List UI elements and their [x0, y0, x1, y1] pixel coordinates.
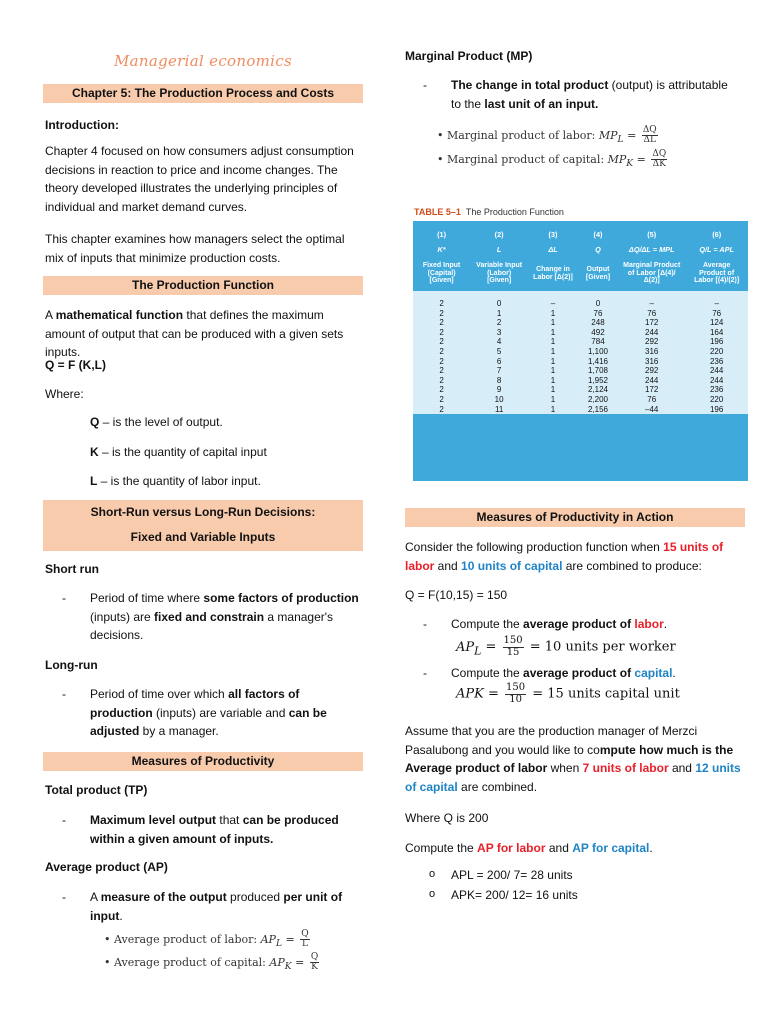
table-row	[413, 309, 748, 319]
table-row	[413, 405, 748, 415]
table-cell: 1	[550, 404, 556, 414]
table-cell: 76	[647, 308, 657, 318]
table-cell: 76	[647, 395, 657, 405]
table-cell: 2	[439, 375, 444, 385]
table-row	[413, 395, 748, 405]
table-caption: TABLE 5–1 The Production Function	[414, 207, 564, 217]
mp-capital-formula: • Marginal product of capital: $MP_K$ = $\frac{\Delta Q}{\Delta K}$	[437, 149, 667, 170]
consider-paragraph: Consider the following production function when 15 units of labor and 10 units of capital are combined to produce:	[405, 540, 724, 573]
productivity-action-band: Measures of Productivity in Action	[405, 508, 745, 527]
table-cell: 784	[591, 337, 605, 347]
table-row	[413, 357, 748, 367]
production-function-paragraph: A mathematical function that defines the maximum amount of output that can be produced with a given sets inputs.	[45, 308, 344, 360]
table-cell: 236	[709, 385, 724, 395]
table-header-cell: Change in Labor [Δ(2)]	[533, 265, 573, 281]
where-q-text: Where Q is 200	[405, 811, 489, 825]
short-run-heading: Short run	[45, 562, 99, 576]
table-cell: 2,200	[587, 395, 608, 405]
table-cell: 220	[709, 395, 724, 405]
table-cell: 76	[712, 308, 722, 318]
chapter-heading-band: Chapter 5: The Production Process and Costs	[43, 84, 363, 103]
table-cell: 196	[709, 337, 724, 347]
answer-apl: o APL = 200/ 7= 28 units	[451, 866, 573, 885]
table-cell: –	[649, 299, 654, 309]
table-cell: 1	[550, 385, 556, 395]
table-cell: 1	[550, 327, 556, 337]
table-cell: 2	[439, 404, 444, 414]
table-header-cell: Variable Input (Labor) [Given]	[476, 262, 523, 285]
table-cell: 0	[595, 299, 601, 309]
table-row	[413, 347, 748, 357]
table-cell: 236	[709, 356, 724, 366]
table-header-cell: Q	[595, 245, 601, 255]
table-cell: 1	[550, 356, 556, 366]
short-long-run-band: Short-Run versus Long-Run Decisions: Fixed and Variable Inputs	[43, 500, 363, 551]
scenario-paragraph: Assume that you are the production manager of Merzci Pasalubong and you would like to compute how much is the Average product of labor when 7 units of labor and 12 units of capital are combined.	[405, 724, 741, 794]
apk-calculation: APK = $\frac{150}{10}$ = 15 units capital unit	[456, 682, 680, 705]
intro-heading: Introduction:	[45, 118, 119, 132]
table-cell: 5	[496, 347, 502, 357]
table-row	[413, 318, 748, 328]
table-header-cell: (6)	[712, 230, 722, 239]
table-cell: 2	[439, 356, 444, 366]
intro-paragraph-2: This chapter examines how managers select the optimal mix of inputs that minimize production costs.	[45, 232, 345, 265]
ap-capital-formula: • Average product of capital: $AP_K$ = $\frac{Q}{K}$	[104, 952, 319, 973]
table-cell: 244	[645, 327, 659, 337]
average-product-heading: Average product (AP)	[45, 860, 168, 874]
table-cell: 244	[709, 366, 724, 376]
table-cell: 2	[439, 395, 444, 405]
table-header-cell: ΔQ/ΔL = MPL	[628, 245, 675, 255]
table-cell: 2	[439, 385, 444, 395]
table-cell: –44	[645, 404, 659, 414]
table-cell: 1	[550, 375, 556, 385]
table-row	[413, 291, 748, 309]
table-cell: –	[550, 299, 556, 309]
table-cell: 2	[439, 337, 444, 347]
production-function-band: The Production Function	[43, 276, 363, 295]
table-cell: 3	[496, 327, 502, 337]
table-cell: 1,708	[587, 366, 608, 376]
answer-apk: o APK= 200/ 12= 16 units	[451, 886, 578, 905]
table-header-cell: Q/L = APL	[699, 245, 734, 255]
table-header-cell: L	[496, 245, 502, 255]
table-row	[413, 366, 748, 376]
table-cell: 2	[439, 366, 444, 376]
definition-q: Q – is the level of output.	[90, 415, 223, 429]
table-cell: 316	[645, 356, 659, 366]
table-cell: 1	[550, 318, 556, 328]
table-cell: 4	[496, 337, 502, 347]
table-header-cell: Average Product of Labor [(4)/(2)]	[694, 262, 740, 285]
table-cell: 172	[645, 318, 659, 328]
table-cell: 2,124	[587, 385, 608, 395]
table-cell: 292	[645, 366, 659, 376]
table-cell: 248	[591, 318, 605, 328]
intro-paragraph-1: Chapter 4 focused on how consumers adjust consumption decisions in reaction to price and income changes. The theory developed illustrates the underlying principles of individual and market demand curves.	[45, 144, 354, 214]
marginal-product-definition: - The change in total product (output) is attributable to the last unit of an input.	[451, 76, 741, 113]
table-header-cell: (1)	[437, 230, 447, 239]
table-row	[413, 337, 748, 347]
table-cell: 1	[496, 308, 502, 318]
measures-productivity-band: Measures of Productivity	[43, 752, 363, 771]
table-cell: 7	[496, 366, 502, 376]
table-cell: 1	[550, 347, 556, 357]
table-cell: 11	[494, 404, 504, 414]
where-label: Where:	[45, 387, 84, 401]
table-cell: 1	[550, 308, 556, 318]
compute-apl-instruction: - Compute the average product of labor.	[451, 615, 667, 634]
table-header-cell: (5)	[647, 230, 657, 239]
production-equation: Q = F (K,L)	[45, 358, 106, 372]
table-cell: 1,416	[587, 356, 608, 366]
table-header-cell: K*	[437, 245, 446, 255]
table-cell: 172	[645, 385, 659, 395]
table-cell: 292	[645, 337, 659, 347]
table-cell: 2,156	[587, 404, 608, 414]
table-header-cell: Marginal Product of Labor [Δ(4)/Δ(2)]	[623, 262, 681, 285]
table-cell: 76	[593, 308, 603, 318]
table-cell: 1,100	[587, 347, 608, 357]
table-cell: 9	[496, 385, 502, 395]
table-cell: 2	[439, 308, 444, 318]
long-run-heading: Long-run	[45, 658, 98, 672]
table-cell: 196	[709, 404, 724, 414]
apl-calculation: $AP_L$ = $\frac{150}{15}$ = 10 units per worker	[456, 635, 676, 658]
compute-ap-instruction: Compute the AP for labor and AP for capital.	[405, 841, 653, 855]
document-title: Managerial economics	[114, 52, 292, 70]
table-header-cell: ΔL	[548, 245, 558, 255]
short-run-definition: - Period of time where some factors of production (inputs) are fixed and constrain a manager's decisions.	[90, 589, 360, 645]
total-product-heading: Total product (TP)	[45, 783, 148, 797]
table-cell: 1	[550, 395, 556, 405]
table-cell: 1	[550, 366, 556, 376]
table-cell: 2	[439, 327, 444, 337]
production-function-table	[413, 221, 748, 481]
table-cell: 244	[709, 375, 724, 385]
compute-apk-instruction: - Compute the average product of capital.	[451, 664, 676, 683]
q-equation: Q = F(10,15) = 150	[405, 588, 508, 602]
table-row	[413, 385, 748, 395]
table-header-cell: Fixed Input (Capital) [Given]	[422, 262, 461, 285]
table-header-cell: (3)	[548, 230, 558, 239]
table-cell: 0	[496, 299, 502, 309]
table-header-cell: Output [Given]	[585, 265, 611, 281]
average-product-definition: - A measure of the output produced per unit of input.	[90, 888, 360, 925]
table-cell: 2	[496, 318, 502, 328]
definition-l: L – is the quantity of labor input.	[90, 474, 261, 488]
table-cell: 164	[709, 327, 724, 337]
table-cell: 1	[550, 337, 556, 347]
ap-labor-formula: • Average product of labor: $AP_L$ = $\frac{Q}{L}$	[104, 929, 309, 950]
long-run-definition: - Period of time over which all factors of production (inputs) are variable and can be adjusted by a manager.	[90, 685, 360, 741]
table-cell: –	[714, 299, 719, 309]
marginal-product-heading: Marginal Product (MP)	[405, 49, 533, 63]
table-cell: 2	[439, 347, 444, 357]
table-cell: 8	[496, 375, 502, 385]
table-cell: 124	[709, 318, 724, 328]
definition-k: K – is the quantity of capital input	[90, 445, 267, 459]
table-cell: 220	[709, 347, 724, 357]
table-cell: 2	[439, 299, 444, 309]
total-product-definition: - Maximum level output that can be produced within a given amount of inputs.	[90, 811, 365, 848]
table-header-cell: (2)	[494, 230, 504, 239]
table-cell: 244	[645, 375, 659, 385]
table-cell: 1,952	[587, 375, 608, 385]
table-cell: 316	[645, 347, 659, 357]
table-row	[413, 328, 748, 338]
table-row	[413, 376, 748, 386]
table-cell: 2	[439, 318, 444, 328]
table-cell: 492	[591, 327, 605, 337]
mp-labor-formula: • Marginal product of labor: $MP_L$ = $\frac{\Delta Q}{\Delta L}$	[437, 125, 657, 146]
table-cell: 10	[494, 395, 504, 405]
table-header-cell: (4)	[593, 230, 603, 239]
table-cell: 6	[496, 356, 502, 366]
